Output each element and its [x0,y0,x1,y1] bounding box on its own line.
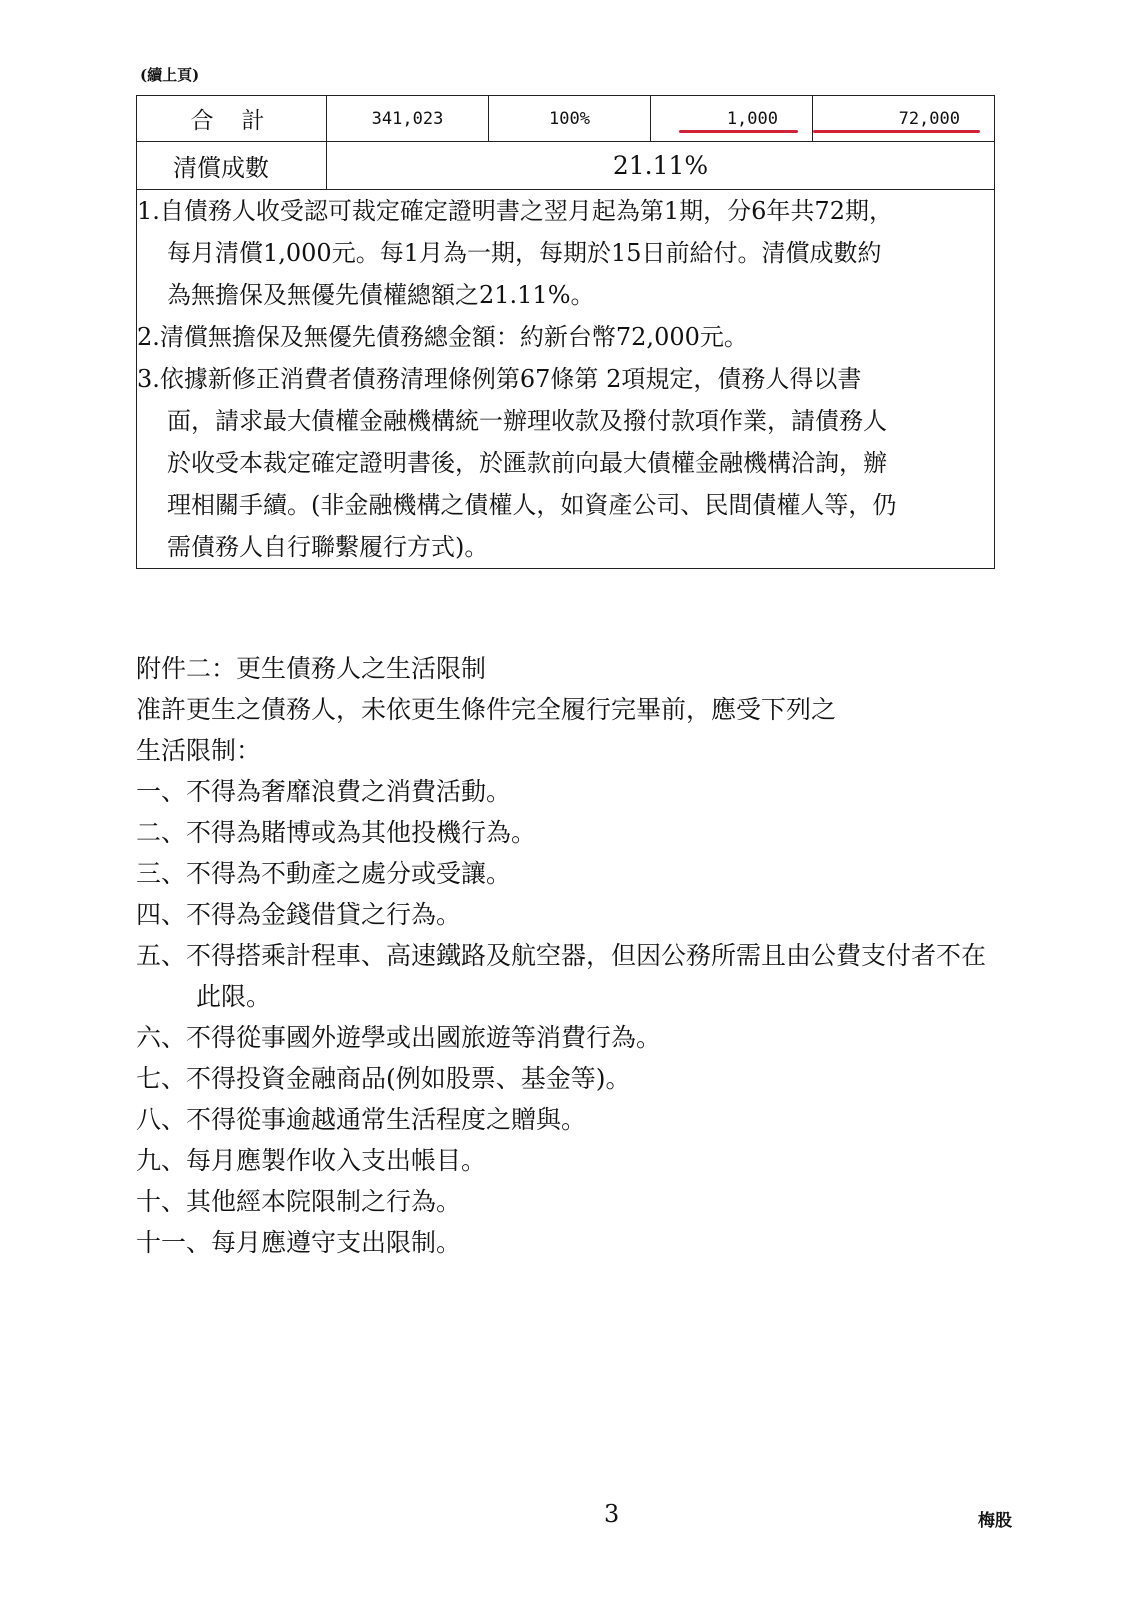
total-payment: 72,000 [898,108,960,129]
total-payment-cell [813,96,995,142]
footer-mark: 梅股 [978,1511,1012,1531]
notes-row [137,190,995,569]
continuation-note: (續上頁) [140,66,200,84]
attachment-section [136,648,996,1263]
restriction-item: 六、不得從事國外遊學或出國旅遊等消費行為。 [136,1023,662,1052]
restriction-item: 七、不得投資金融商品(例如股票、基金等)。 [136,1064,631,1093]
attachment-intro-cont: 生活限制： [136,736,262,765]
summary-table [136,95,995,569]
attachment-title: 附件二：更生債務人之生活限制 [136,654,487,683]
total-percent: 100% [489,96,651,142]
note-item-1: 1.自債務人收受認可裁定確定證明書之翌月起為第1期，分6年共72期，每月清償1,000元。每1月為一期，每期於15日前給付。清償成數約為無擔保及無優先債權總額之21.11%。 [137,197,893,309]
restriction-item: 四、不得為金錢借貸之行為。 [136,900,462,929]
notes-cell [137,190,995,569]
total-row [137,96,995,142]
restriction-item: 十一、每月應遵守支出限制。 [136,1228,462,1257]
restriction-item: 二、不得為賭博或為其他投機行為。 [136,818,537,847]
ratio-row [137,142,995,190]
note-item-2: 2.清償無擔保及無優先債務總金額：約新台幣72,000元。 [137,323,748,351]
monthly-payment: 1,000 [726,108,778,129]
note-item-3: 3.依據新修正消費者債務清理條例第67條第 2項規定，債務人得以書面，請求最大債權金融機構統一辦理收款及撥付款項作業，請債務人於收受本裁定確定證明書後，於匯款前向最大債權金融機構洽詢，辦理相關手續。(非金融機構之債權人，如資產公司、民間債權人等，仍需債務人自行聯繫履行方式)。 [137,365,897,561]
restriction-item: 八、不得從事逾越通常生活程度之贈與。 [136,1105,587,1134]
restriction-item: 十、其他經本院限制之行為。 [136,1187,462,1216]
restriction-item: 五、不得搭乘計程車、高速鐵路及航空器，但因公務所需且由公費支付者不在此限。 [136,941,987,1011]
restriction-item: 一、不得為奢靡浪費之消費活動。 [136,777,512,806]
monthly-payment-cell [651,96,813,142]
total-label: 合計 [137,96,327,142]
red-underline-mark [813,130,980,133]
red-underline-mark [679,130,798,133]
page-number: 3 [604,1500,620,1528]
attachment-intro: 准許更生之債務人，未依更生條件完全履行完畢前，應受下列之 [136,695,837,724]
total-amount: 341,023 [327,96,489,142]
ratio-label: 清償成數 [137,142,327,190]
ratio-value: 21.11% [327,142,995,190]
restriction-item: 三、不得為不動產之處分或受讓。 [136,859,512,888]
restriction-item: 九、每月應製作收入支出帳目。 [136,1146,487,1175]
